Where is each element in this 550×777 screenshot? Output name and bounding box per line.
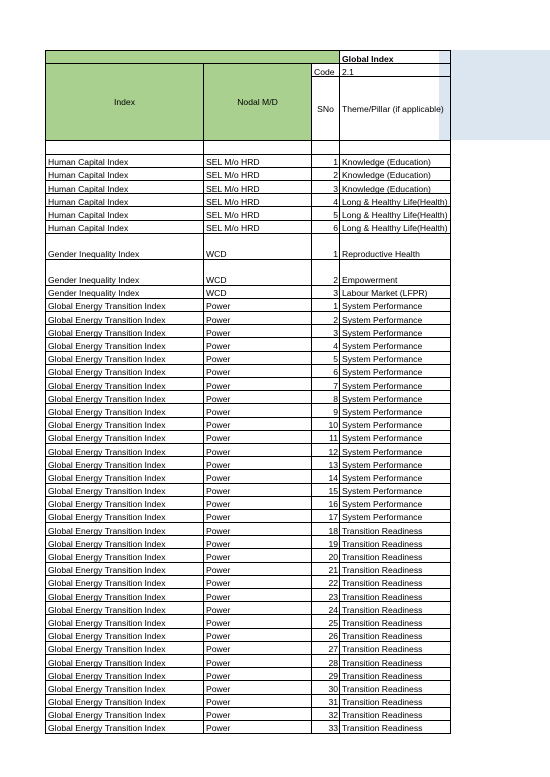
sno-cell: 15 — [312, 483, 340, 496]
index-cell: Global Energy Transition Index — [46, 430, 204, 443]
table-row — [46, 194, 451, 207]
code-value: 2.1 — [340, 64, 451, 77]
table-row — [46, 641, 451, 654]
theme-cell: System Performance — [340, 470, 451, 483]
index-cell: Global Energy Transition Index — [46, 615, 204, 628]
index-cell: Global Energy Transition Index — [46, 720, 204, 733]
nodal-cell: SEL M/o HRD — [204, 207, 312, 220]
theme-cell: System Performance — [340, 351, 451, 364]
sno-cell: 9 — [312, 404, 340, 417]
index-cell: Global Energy Transition Index — [46, 378, 204, 391]
index-cell: Global Energy Transition Index — [46, 364, 204, 377]
table-row — [46, 207, 451, 220]
table-row — [46, 233, 451, 259]
nodal-cell: Power — [204, 391, 312, 404]
theme-cell: Long & Healthy Life(Health) — [340, 207, 451, 220]
sno-cell: 3 — [312, 180, 340, 193]
sno-cell: 25 — [312, 615, 340, 628]
theme-cell: Transition Readiness — [340, 654, 451, 667]
theme-cell: Long & Healthy Life(Health) — [340, 220, 451, 233]
index-cell: Gender Inequality Index — [46, 285, 204, 298]
sno-cell: 2 — [312, 167, 340, 180]
theme-cell: Knowledge (Education) — [340, 180, 451, 193]
table-row — [46, 167, 451, 180]
sno-cell: 5 — [312, 351, 340, 364]
sno-cell: 26 — [312, 628, 340, 641]
theme-cell: System Performance — [340, 312, 451, 325]
index-cell: Global Energy Transition Index — [46, 523, 204, 536]
index-cell: Global Energy Transition Index — [46, 483, 204, 496]
index-cell: Global Energy Transition Index — [46, 536, 204, 549]
theme-cell: Long & Healthy Life(Health) — [340, 194, 451, 207]
sno-cell: 14 — [312, 470, 340, 483]
theme-cell: Empowerment — [340, 259, 451, 285]
theme-cell: System Performance — [340, 378, 451, 391]
index-cell: Global Energy Transition Index — [46, 641, 204, 654]
sno-cell: 6 — [312, 364, 340, 377]
table-row — [46, 615, 451, 628]
index-cell: Global Energy Transition Index — [46, 589, 204, 602]
theme-column-header: Theme/Pillar (if applicable) — [340, 77, 451, 141]
nodal-cell: Power — [204, 457, 312, 470]
nodal-cell: Power — [204, 496, 312, 509]
index-cell: Global Energy Transition Index — [46, 457, 204, 470]
nodal-cell: Power — [204, 589, 312, 602]
nodal-cell: Power — [204, 417, 312, 430]
code-row — [46, 64, 451, 77]
nodal-cell: Power — [204, 549, 312, 562]
sno-cell: 3 — [312, 325, 340, 338]
table-row — [46, 351, 451, 364]
sno-cell: 6 — [312, 220, 340, 233]
sno-cell: 10 — [312, 417, 340, 430]
sno-cell: 5 — [312, 207, 340, 220]
global-index-table — [45, 50, 451, 734]
index-cell: Human Capital Index — [46, 154, 204, 167]
nodal-cell: Power — [204, 312, 312, 325]
nodal-cell: Power — [204, 404, 312, 417]
table-row — [46, 443, 451, 456]
nodal-cell: Power — [204, 470, 312, 483]
table-row — [46, 154, 451, 167]
table-row — [46, 325, 451, 338]
table-row — [46, 549, 451, 562]
nodal-cell: Power — [204, 430, 312, 443]
nodal-cell: Power — [204, 378, 312, 391]
sno-cell: 33 — [312, 720, 340, 733]
theme-cell: System Performance — [340, 298, 451, 311]
table-row — [46, 589, 451, 602]
sno-cell: 23 — [312, 589, 340, 602]
index-cell: Global Energy Transition Index — [46, 298, 204, 311]
nodal-cell: SEL M/o HRD — [204, 154, 312, 167]
table-row — [46, 404, 451, 417]
index-cell: Human Capital Index — [46, 167, 204, 180]
table-row — [46, 259, 451, 285]
index-cell: Global Energy Transition Index — [46, 404, 204, 417]
theme-cell: Knowledge (Education) — [340, 167, 451, 180]
theme-cell: Transition Readiness — [340, 628, 451, 641]
nodal-cell: Power — [204, 298, 312, 311]
nodal-cell: Power — [204, 575, 312, 588]
nodal-cell: SEL M/o HRD — [204, 220, 312, 233]
nodal-cell: Power — [204, 668, 312, 681]
nodal-cell: Power — [204, 509, 312, 522]
theme-cell: System Performance — [340, 483, 451, 496]
index-cell: Global Energy Transition Index — [46, 668, 204, 681]
theme-cell: System Performance — [340, 457, 451, 470]
table-row — [46, 312, 451, 325]
sno-cell: 18 — [312, 523, 340, 536]
title-row — [46, 51, 451, 64]
theme-cell: System Performance — [340, 404, 451, 417]
theme-cell: System Performance — [340, 364, 451, 377]
theme-cell: Transition Readiness — [340, 720, 451, 733]
table-row — [46, 180, 451, 193]
sno-cell: 31 — [312, 694, 340, 707]
index-cell: Global Energy Transition Index — [46, 325, 204, 338]
index-cell: Global Energy Transition Index — [46, 602, 204, 615]
theme-cell: Transition Readiness — [340, 589, 451, 602]
index-cell: Global Energy Transition Index — [46, 509, 204, 522]
table-row — [46, 628, 451, 641]
table-row — [46, 681, 451, 694]
sno-cell: 17 — [312, 509, 340, 522]
index-cell: Global Energy Transition Index — [46, 338, 204, 351]
table-row — [46, 707, 451, 720]
sno-cell: 19 — [312, 536, 340, 549]
nodal-cell: Power — [204, 443, 312, 456]
index-cell: Human Capital Index — [46, 180, 204, 193]
table-row — [46, 575, 451, 588]
table-row — [46, 417, 451, 430]
sno-column-header: SNo — [312, 77, 340, 141]
table-row — [46, 378, 451, 391]
theme-cell: System Performance — [340, 391, 451, 404]
theme-cell: Labour Market (LFPR) — [340, 285, 451, 298]
table-row — [46, 562, 451, 575]
table-row — [46, 430, 451, 443]
index-cell: Global Energy Transition Index — [46, 549, 204, 562]
nodal-cell: SEL M/o HRD — [204, 180, 312, 193]
index-cell: Global Energy Transition Index — [46, 654, 204, 667]
index-cell: Gender Inequality Index — [46, 259, 204, 285]
sno-cell: 21 — [312, 562, 340, 575]
index-cell: Global Energy Transition Index — [46, 496, 204, 509]
index-cell: Human Capital Index — [46, 194, 204, 207]
sno-cell: 1 — [312, 298, 340, 311]
theme-cell: Transition Readiness — [340, 575, 451, 588]
theme-cell: Transition Readiness — [340, 641, 451, 654]
sno-cell: 30 — [312, 681, 340, 694]
nodal-column-header: Nodal M/D — [204, 64, 312, 141]
nodal-cell: Power — [204, 694, 312, 707]
theme-cell: System Performance — [340, 496, 451, 509]
table-row — [46, 523, 451, 536]
sno-cell: 2 — [312, 312, 340, 325]
index-cell: Global Energy Transition Index — [46, 417, 204, 430]
index-cell: Global Energy Transition Index — [46, 391, 204, 404]
nodal-cell: Power — [204, 523, 312, 536]
table-row — [46, 668, 451, 681]
theme-cell: Transition Readiness — [340, 562, 451, 575]
table-row — [46, 602, 451, 615]
nodal-cell: Power — [204, 351, 312, 364]
nodal-cell: Power — [204, 707, 312, 720]
theme-cell: System Performance — [340, 417, 451, 430]
index-cell: Global Energy Transition Index — [46, 562, 204, 575]
theme-cell: Transition Readiness — [340, 681, 451, 694]
nodal-cell: Power — [204, 483, 312, 496]
side-panel — [439, 50, 550, 140]
sno-cell: 12 — [312, 443, 340, 456]
sno-cell: 3 — [312, 285, 340, 298]
sheet-title: Global Index — [340, 51, 451, 64]
title-spacer-cell — [46, 51, 340, 64]
table-row — [46, 338, 451, 351]
theme-cell: Transition Readiness — [340, 668, 451, 681]
nodal-cell: Power — [204, 562, 312, 575]
table-row — [46, 483, 451, 496]
index-cell: Global Energy Transition Index — [46, 470, 204, 483]
table-row — [46, 654, 451, 667]
sno-cell: 28 — [312, 654, 340, 667]
nodal-cell: WCD — [204, 233, 312, 259]
index-cell: Global Energy Transition Index — [46, 312, 204, 325]
theme-cell: Transition Readiness — [340, 694, 451, 707]
index-cell: Global Energy Transition Index — [46, 628, 204, 641]
theme-cell: System Performance — [340, 509, 451, 522]
theme-cell: System Performance — [340, 325, 451, 338]
nodal-cell: WCD — [204, 259, 312, 285]
table-row — [46, 285, 451, 298]
table-row — [46, 391, 451, 404]
theme-cell: Transition Readiness — [340, 615, 451, 628]
sno-cell: 8 — [312, 391, 340, 404]
sno-cell: 27 — [312, 641, 340, 654]
table-row — [46, 364, 451, 377]
index-cell: Gender Inequality Index — [46, 233, 204, 259]
nodal-cell: SEL M/o HRD — [204, 167, 312, 180]
sno-cell: 2 — [312, 259, 340, 285]
nodal-cell: Power — [204, 628, 312, 641]
sno-cell: 11 — [312, 430, 340, 443]
sno-cell: 1 — [312, 233, 340, 259]
sno-cell: 24 — [312, 602, 340, 615]
sno-cell: 4 — [312, 338, 340, 351]
nodal-cell: Power — [204, 720, 312, 733]
sno-cell: 32 — [312, 707, 340, 720]
index-cell: Global Energy Transition Index — [46, 707, 204, 720]
sno-cell: 13 — [312, 457, 340, 470]
sno-cell: 16 — [312, 496, 340, 509]
nodal-cell: Power — [204, 364, 312, 377]
table-row — [46, 536, 451, 549]
theme-cell: System Performance — [340, 430, 451, 443]
nodal-cell: SEL M/o HRD — [204, 194, 312, 207]
nodal-cell: Power — [204, 338, 312, 351]
sno-cell: 4 — [312, 194, 340, 207]
nodal-cell: Power — [204, 654, 312, 667]
nodal-cell: Power — [204, 325, 312, 338]
index-cell: Human Capital Index — [46, 220, 204, 233]
table-row — [46, 457, 451, 470]
theme-cell: System Performance — [340, 338, 451, 351]
theme-cell: Transition Readiness — [340, 602, 451, 615]
nodal-cell: Power — [204, 615, 312, 628]
index-cell: Global Energy Transition Index — [46, 575, 204, 588]
table-row — [46, 509, 451, 522]
theme-cell: Reproductive Health — [340, 233, 451, 259]
nodal-cell: Power — [204, 602, 312, 615]
theme-cell: Transition Readiness — [340, 523, 451, 536]
index-cell: Human Capital Index — [46, 207, 204, 220]
nodal-cell: Power — [204, 641, 312, 654]
theme-cell: Knowledge (Education) — [340, 154, 451, 167]
nodal-cell: Power — [204, 681, 312, 694]
table-row — [46, 720, 451, 733]
theme-cell: System Performance — [340, 443, 451, 456]
nodal-cell: WCD — [204, 285, 312, 298]
sno-cell: 20 — [312, 549, 340, 562]
index-cell: Global Energy Transition Index — [46, 443, 204, 456]
table-row — [46, 220, 451, 233]
index-cell: Global Energy Transition Index — [46, 351, 204, 364]
theme-cell: Transition Readiness — [340, 707, 451, 720]
sno-cell: 29 — [312, 668, 340, 681]
index-cell: Global Energy Transition Index — [46, 681, 204, 694]
index-column-header: Index — [46, 64, 204, 141]
sno-cell: 7 — [312, 378, 340, 391]
theme-cell: Transition Readiness — [340, 536, 451, 549]
table-row — [46, 470, 451, 483]
table-row — [46, 496, 451, 509]
sno-cell: 1 — [312, 154, 340, 167]
blank-row — [46, 141, 451, 154]
code-label: Code — [312, 64, 340, 77]
nodal-cell: Power — [204, 536, 312, 549]
sno-cell: 22 — [312, 575, 340, 588]
theme-cell: Transition Readiness — [340, 549, 451, 562]
index-cell: Global Energy Transition Index — [46, 694, 204, 707]
table-row — [46, 298, 451, 311]
table-row — [46, 694, 451, 707]
